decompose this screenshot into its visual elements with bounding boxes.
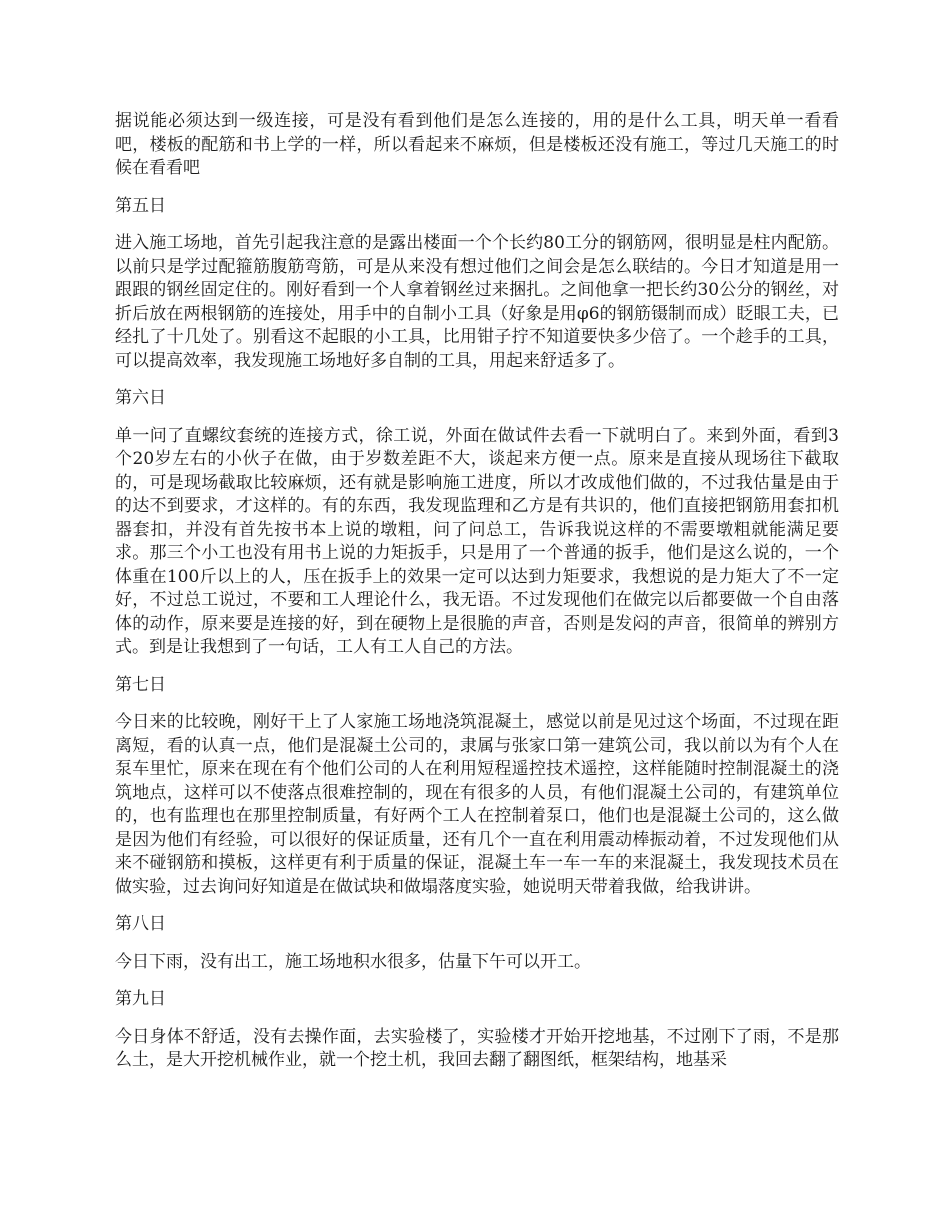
paragraph-day-9: 今日身体不舒适，没有去操作面，去实验楼了，实验楼才开始开挖地基，不过刚下了雨，不是那么土，是大开挖机械作业，就一个挖土机，我回去翻了翻图纸，框架结构，地基采: [115, 1026, 839, 1070]
document-body: [115, 110, 839, 1087]
paragraph-intro: 据说能必须达到一级连接，可是没有看到他们是怎么连接的，用的是什么工具，明天单一看看吧，楼板的配筋和书上学的一样，所以看起来不麻烦，但是楼板还没有施工，等过几天施工的时候在看看吧: [115, 111, 839, 178]
heading-day-7: 第七日: [115, 674, 166, 695]
heading-day-5: 第五日: [115, 195, 166, 216]
paragraph-day-8: 今日下雨，没有出工，施工场地积水很多，估量下午可以开工。: [115, 951, 591, 972]
heading-day-6: 第六日: [115, 388, 166, 408]
heading-day-9: 第九日: [115, 989, 166, 1009]
paragraph-day-5: 进入施工场地，首先引起我注意的是露出楼面一个个长约80工分的钢筋网，很明显是柱内配筋。以前只是学过配箍筋腹筋弯筋，可是从来没有想过他们之间会是怎么联结的。今日才知道是用一跟跟的钢丝固定住的。刚好看到一个人拿着钢丝过来捆扎。之间他拿一把长约30公分的钢丝，对折后放在两根钢筋的连接处，用手中的自制小工具（好象是用φ6的钢筋镊制而成）眨眼工夫，已经扎了十几处了。别看这不起眼的小工具，比用钳子拧不知道要快多少倍了。一个趁手的工具，可以提高效率，我发现施工场地好多自制的工具，用起来舒适多了。: [115, 233, 839, 371]
heading-day-8: 第八日: [115, 914, 166, 934]
paragraph-day-6: 单一问了直螺纹套统的连接方式，徐工说，外面在做试件去看一下就明白了。来到外面，看到3个20岁左右的小伙子在做，由于岁数差距不大，谈起来方便一点。原来是直接从现场往下截取的，可是现场截取比较麻烦，还有就是影响施工进度，所以才改成他们做的，不过我估量是由于的达不到要求，才这样的。有的东西，我发现监理和乙方是有共识的，他们直接把钢筋用套扣机器套扣，并没有首先按书本上说的墩粗，问了问总工，告诉我说这样的不需要墩粗就能满足要求。那三个小工也没有用书上说的力矩扳手，只是用了一个普通的扳手，他们是这么说的，一个体重在100斤以上的人，压在扳手上的效果一定可以达到力矩要求，我想说的是力矩大了不一定好，不过总工说过，不要和工人理论什么，我无语。不过发现他们在做完以后都要做一个自由落体的动作，原来要是连接的好，到在硬物上是很脆的声音，否则是发闷的声音，很简单的辨别方式。到是让我想到了一句话，工人有工人自己的方法。: [115, 425, 839, 657]
paragraph-day-7: 今日来的比较晚，刚好干上了人家施工场地浇筑混凝土，感觉以前是见过这个场面，不过现在距离短，看的认真一点，他们是混凝土公司的，隶属与张家口第一建筑公司，我以前以为有个人在泵车里忙，原来在现在有个他们公司的人在利用短程遥控技术遥控，这样能随时控制混凝土的浇筑地点，这样可以不使落点很难控制的，现在有很多的人员，有他们混凝土公司的，有建筑单位的，也有监理也在那里控制质量，有好两个工人在控制着泵口，他们也是混凝土公司的，这么做是因为他们有经验，可以很好的保证质量，还有几个一直在利用震动棒振动着，不过发现他们从来不碰钢筋和摸板，这样更有利于质量的保证，混凝土车一车一车的来混凝土，我发现技术员在做实验，过去询问好知道是在做试块和做塌落度实验，她说明天带着我做，给我讲讲。: [115, 712, 839, 897]
